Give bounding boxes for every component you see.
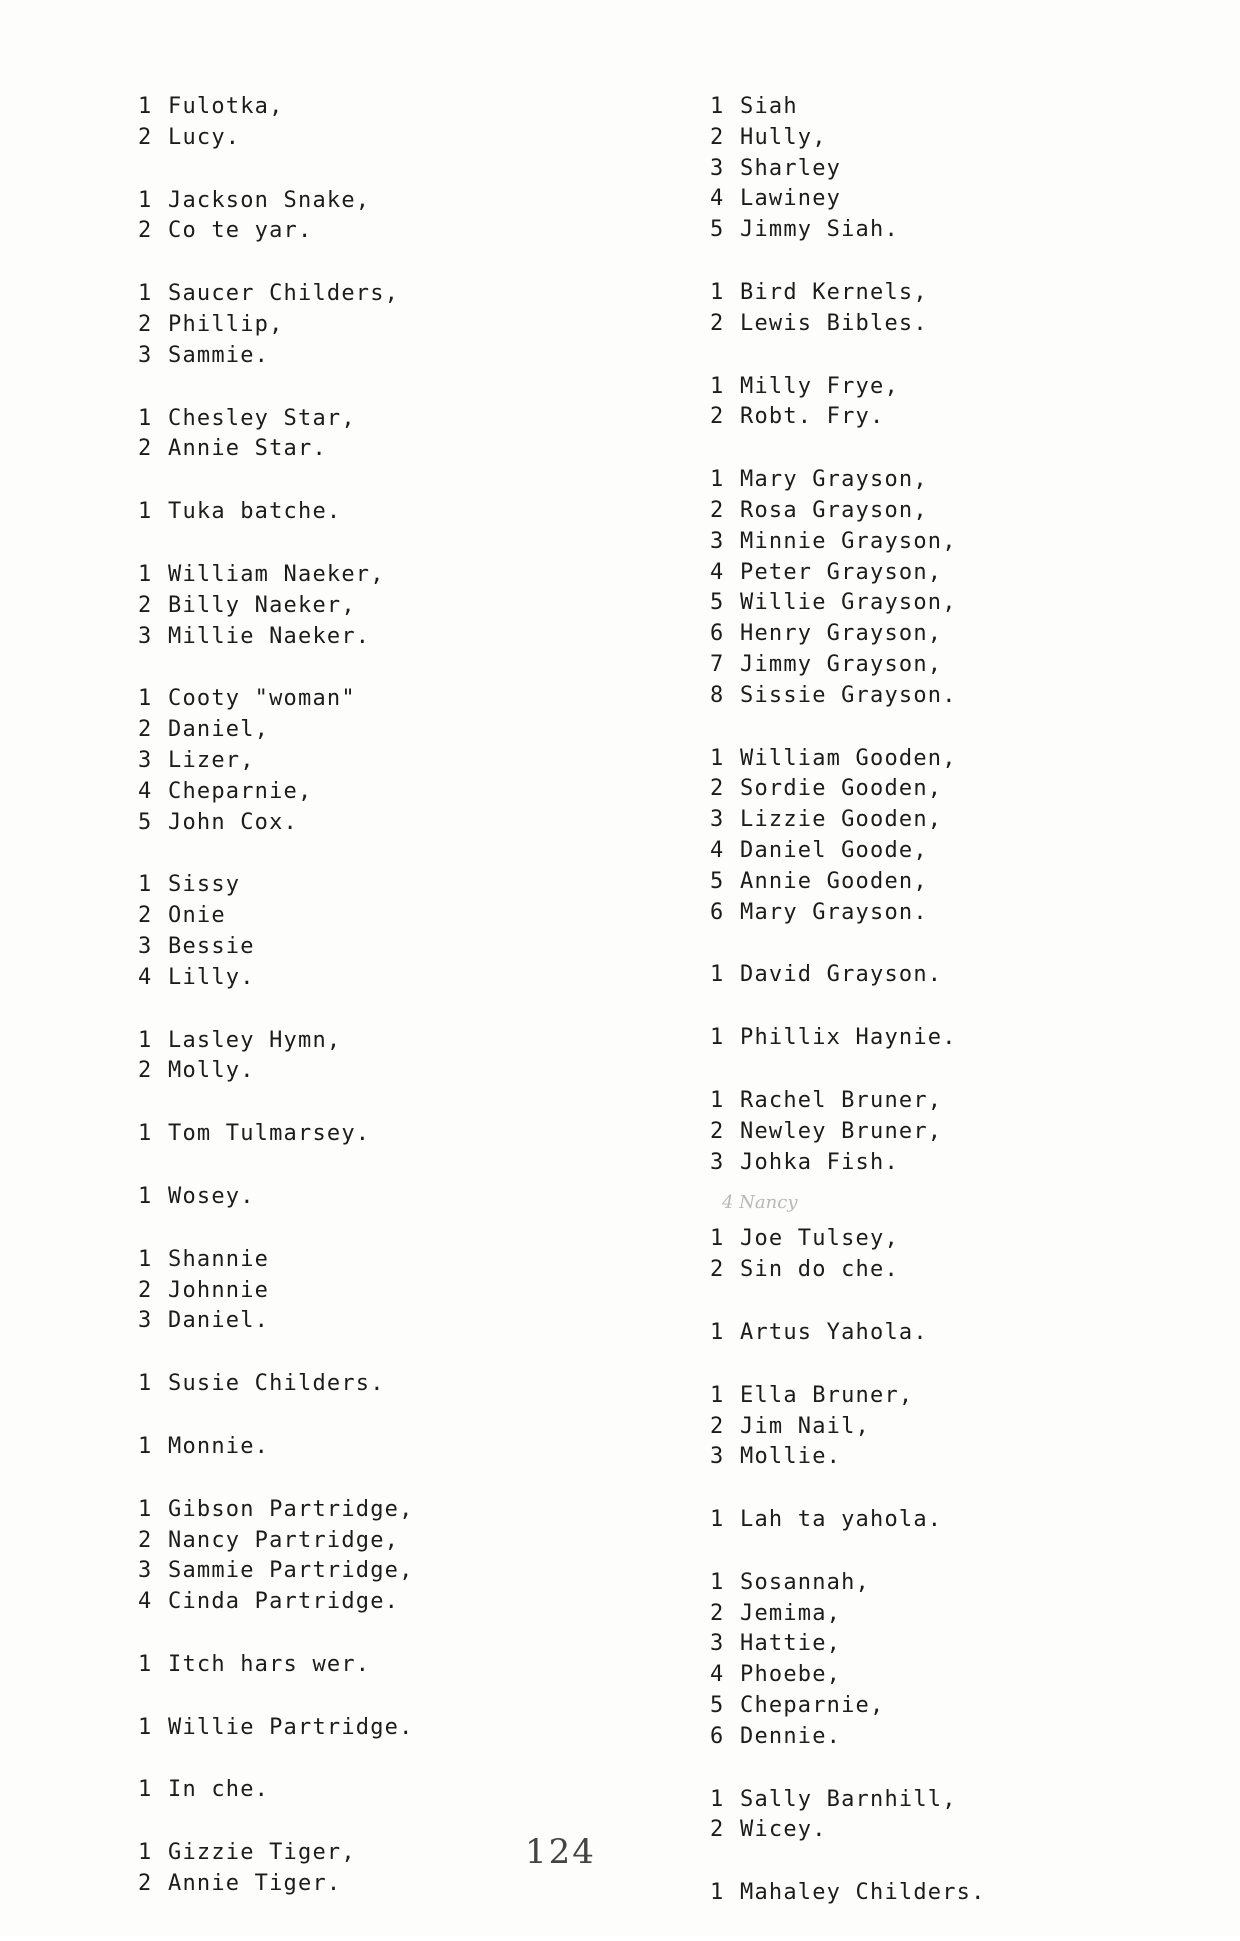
- member-name: Gizzie Tiger,: [168, 1840, 356, 1866]
- member-name: Siah: [740, 94, 798, 119]
- household-group: [710, 1505, 1230, 1536]
- household-group: [710, 1878, 1230, 1909]
- household-group: [710, 92, 1230, 246]
- member-name: Gibson Partridge,: [168, 1496, 414, 1522]
- member-number: 4: [710, 1662, 725, 1688]
- household-member-entry: [138, 1526, 658, 1557]
- household-member-entry: [138, 1056, 658, 1087]
- member-name: Joe Tulsey,: [740, 1226, 899, 1252]
- member-number: 1: [710, 1226, 725, 1252]
- member-number: 2: [710, 1817, 725, 1843]
- member-name: In che.: [168, 1777, 270, 1803]
- household-member-entry: [138, 1306, 658, 1337]
- member-name: Co te yar.: [168, 218, 313, 244]
- household-group: [138, 186, 658, 248]
- member-name: Jemima,: [740, 1600, 842, 1626]
- member-number: 2: [138, 218, 153, 244]
- household-member-entry: [710, 1442, 1230, 1473]
- member-name: Ella Bruner,: [740, 1382, 914, 1408]
- member-name: Wicey.: [740, 1817, 827, 1843]
- member-name: Milly Frye,: [740, 373, 899, 399]
- household-group: [710, 744, 1230, 929]
- household-group: [710, 1381, 1230, 1473]
- household-member-entry: [138, 1587, 658, 1618]
- member-number: 2: [138, 1527, 153, 1553]
- member-number: 1: [138, 94, 153, 119]
- member-name: Sharley: [740, 155, 842, 181]
- member-number: 1: [138, 1651, 153, 1677]
- household-group: [138, 1245, 658, 1337]
- member-number: 1: [138, 499, 153, 525]
- household-member-entry: [710, 1255, 1230, 1286]
- household-group: [710, 1023, 1230, 1054]
- member-number: 5: [710, 590, 725, 616]
- member-number: 1: [138, 1840, 153, 1866]
- household-member-entry: [138, 1495, 658, 1526]
- member-number: 2: [138, 1277, 153, 1303]
- household-member-entry: [138, 1026, 658, 1057]
- member-number: 3: [138, 342, 153, 368]
- member-name: Daniel Goode,: [740, 837, 928, 863]
- household-member-entry: [710, 123, 1230, 154]
- member-number: 4: [710, 559, 725, 585]
- household-member-entry: [710, 681, 1230, 712]
- household-member-entry: [138, 932, 658, 963]
- member-number: 3: [138, 1558, 153, 1584]
- household-member-entry: [138, 901, 658, 932]
- member-number: 6: [710, 899, 725, 925]
- household-member-entry: [138, 1713, 658, 1744]
- member-number: 3: [710, 155, 725, 181]
- member-name: Johnnie: [168, 1277, 270, 1303]
- member-number: 2: [710, 1413, 725, 1439]
- member-name: Sin do che.: [740, 1257, 899, 1283]
- member-name: Bird Kernels,: [740, 279, 928, 305]
- member-number: 1: [138, 1714, 153, 1740]
- member-name: Lasley Hymn,: [168, 1027, 342, 1053]
- household-member-entry: [138, 870, 658, 901]
- household-group: [138, 560, 658, 652]
- member-number: 1: [710, 373, 725, 399]
- household-member-entry: [138, 1556, 658, 1587]
- right-column: [710, 92, 1230, 1941]
- member-number: 3: [138, 623, 153, 649]
- member-name: Cheparnie,: [740, 1693, 885, 1719]
- member-name: Willie Partridge.: [168, 1714, 414, 1740]
- household-group: [138, 1182, 658, 1213]
- member-name: Millie Naeker.: [168, 623, 371, 649]
- member-name: Phoebe,: [740, 1662, 842, 1688]
- household-group: [138, 684, 658, 838]
- member-name: Mary Grayson.: [740, 899, 928, 925]
- household-member-entry: [710, 1878, 1230, 1909]
- member-name: Sammie.: [168, 342, 270, 368]
- household-member-entry: [138, 434, 658, 465]
- member-number: 4: [138, 778, 153, 804]
- household-member-entry: [710, 527, 1230, 558]
- household-member-entry: [710, 1086, 1230, 1117]
- member-number: 3: [138, 933, 153, 959]
- member-name: John Cox.: [168, 809, 299, 835]
- member-name: Mary Grayson,: [740, 467, 928, 493]
- member-number: 1: [138, 405, 153, 431]
- member-number: 1: [138, 1121, 153, 1147]
- member-name: Peter Grayson,: [740, 559, 943, 585]
- household-member-entry: [138, 216, 658, 247]
- member-name: Hattie,: [740, 1631, 842, 1657]
- household-member-entry: [138, 808, 658, 839]
- member-number: 8: [710, 682, 725, 708]
- household-member-entry: [710, 1224, 1230, 1255]
- household-member-entry: [138, 1650, 658, 1681]
- member-name: Lucy.: [168, 124, 241, 150]
- member-number: 1: [138, 1371, 153, 1397]
- member-name: Daniel.: [168, 1308, 270, 1334]
- household-member-entry: [710, 619, 1230, 650]
- member-name: Nancy Partridge,: [168, 1527, 400, 1553]
- member-name: Rosa Grayson,: [740, 497, 928, 523]
- member-name: Lizzie Gooden,: [740, 807, 943, 833]
- member-number: 4: [710, 837, 725, 863]
- household-member-entry: [138, 497, 658, 528]
- household-member-entry: [138, 1775, 658, 1806]
- handwritten-margin-note: 4 Nancy: [722, 1192, 798, 1214]
- household-group: [138, 1775, 658, 1806]
- member-name: Molly.: [168, 1058, 255, 1084]
- member-name: Mahaley Childers.: [740, 1880, 986, 1906]
- left-column: [138, 92, 658, 1932]
- household-group: [138, 1432, 658, 1463]
- household-member-entry: [710, 184, 1230, 215]
- member-name: Monnie.: [168, 1433, 270, 1459]
- member-name: Henry Grayson,: [740, 621, 943, 647]
- member-name: Sosannah,: [740, 1569, 871, 1595]
- household-group: [710, 278, 1230, 340]
- member-name: Daniel,: [168, 717, 270, 743]
- household-member-entry: [138, 777, 658, 808]
- household-member-entry: [710, 465, 1230, 496]
- member-number: 2: [710, 1257, 725, 1283]
- household-member-entry: [138, 591, 658, 622]
- household-member-entry: [138, 123, 658, 154]
- member-number: 3: [138, 747, 153, 773]
- household-member-entry: [138, 341, 658, 372]
- household-group: [710, 465, 1230, 711]
- household-member-entry: [710, 496, 1230, 527]
- household-group: [138, 1713, 658, 1744]
- household-member-entry: [138, 279, 658, 310]
- household-group: [138, 1495, 658, 1618]
- member-name: Susie Childers.: [168, 1371, 385, 1397]
- household-member-entry: [710, 1505, 1230, 1536]
- member-number: 1: [138, 686, 153, 712]
- household-group: [138, 92, 658, 154]
- household-member-entry: [710, 1815, 1230, 1846]
- household-group: [138, 279, 658, 371]
- household-member-entry: [710, 774, 1230, 805]
- member-name: Sissy: [168, 872, 241, 898]
- household-group: [710, 372, 1230, 434]
- household-group: [710, 960, 1230, 991]
- member-number: 2: [710, 1118, 725, 1144]
- member-number: 5: [710, 1693, 725, 1719]
- member-number: 1: [710, 1087, 725, 1113]
- member-number: 2: [138, 717, 153, 743]
- member-name: Artus Yahola.: [740, 1319, 928, 1345]
- household-member-entry: [710, 960, 1230, 991]
- member-name: Sordie Gooden,: [740, 776, 943, 802]
- member-number: 1: [710, 279, 725, 305]
- member-number: 2: [710, 404, 725, 430]
- member-name: Jim Nail,: [740, 1413, 871, 1439]
- member-name: Johka Fish.: [740, 1149, 899, 1175]
- member-name: Willie Grayson,: [740, 590, 957, 616]
- member-name: Jimmy Grayson,: [740, 651, 943, 677]
- household-member-entry: [138, 1276, 658, 1307]
- member-number: 2: [138, 903, 153, 929]
- member-number: 4: [138, 964, 153, 990]
- member-name: Annie Tiger.: [168, 1871, 342, 1897]
- member-name: Newley Bruner,: [740, 1118, 943, 1144]
- household-group: [138, 1119, 658, 1150]
- household-member-entry: [710, 309, 1230, 340]
- member-number: 1: [710, 745, 725, 771]
- household-group: [138, 1026, 658, 1088]
- household-member-entry: [710, 744, 1230, 775]
- household-member-entry: [710, 1568, 1230, 1599]
- member-name: Jimmy Siah.: [740, 217, 899, 243]
- member-name: Rachel Bruner,: [740, 1087, 943, 1113]
- member-name: Onie: [168, 903, 226, 929]
- member-number: 1: [138, 1183, 153, 1209]
- member-number: 2: [138, 436, 153, 462]
- member-name: Tuka batche.: [168, 499, 342, 525]
- household-member-entry: [710, 278, 1230, 309]
- member-number: 1: [710, 1319, 725, 1345]
- household-group: [138, 1369, 658, 1400]
- household-member-entry: [138, 1869, 658, 1900]
- member-number: 1: [710, 1880, 725, 1906]
- member-name: Lewis Bibles.: [740, 310, 928, 336]
- member-number: 1: [710, 1569, 725, 1595]
- household-member-entry: [138, 186, 658, 217]
- household-member-entry: [710, 1660, 1230, 1691]
- member-name: Chesley Star,: [168, 405, 356, 431]
- household-member-entry: [138, 1119, 658, 1150]
- member-number: 2: [710, 497, 725, 523]
- household-member-entry: [138, 310, 658, 341]
- household-member-entry: [138, 1245, 658, 1276]
- household-group: [710, 1785, 1230, 1847]
- member-name: Phillip,: [168, 311, 284, 337]
- household-member-entry: [710, 1785, 1230, 1816]
- member-number: 5: [138, 809, 153, 835]
- household-group: [138, 497, 658, 528]
- member-number: 3: [710, 528, 725, 554]
- member-name: Sally Barnhill,: [740, 1786, 957, 1812]
- member-name: Saucer Childers,: [168, 281, 400, 307]
- household-member-entry: [138, 684, 658, 715]
- member-name: William Gooden,: [740, 745, 957, 771]
- household-member-entry: [138, 1182, 658, 1213]
- member-name: Tom Tulmarsey.: [168, 1121, 371, 1147]
- member-name: Sissie Grayson.: [740, 682, 957, 708]
- member-number: 1: [710, 1786, 725, 1812]
- member-name: Robt. Fry.: [740, 404, 885, 430]
- household-group: [710, 1318, 1230, 1349]
- member-number: 1: [710, 467, 725, 493]
- member-number: 4: [138, 1589, 153, 1615]
- household-member-entry: [138, 404, 658, 435]
- member-number: 1: [138, 1027, 153, 1053]
- household-group: [138, 870, 658, 993]
- household-member-entry: [710, 154, 1230, 185]
- member-number: 2: [710, 310, 725, 336]
- member-number: 6: [710, 621, 725, 647]
- member-name: Annie Gooden,: [740, 868, 928, 894]
- member-number: 1: [138, 281, 153, 307]
- member-name: Sammie Partridge,: [168, 1558, 414, 1584]
- member-number: 1: [710, 94, 725, 119]
- household-member-entry: [710, 558, 1230, 589]
- household-group: [710, 1568, 1230, 1753]
- member-name: Fulotka,: [168, 94, 284, 119]
- member-number: 6: [710, 1723, 725, 1749]
- household-member-entry: [710, 1023, 1230, 1054]
- member-name: Cooty "woman": [168, 686, 356, 712]
- page-number: 124: [525, 1832, 596, 1872]
- household-member-entry: [710, 867, 1230, 898]
- member-number: 2: [710, 776, 725, 802]
- household-member-entry: [710, 1148, 1230, 1179]
- household-member-entry: [138, 963, 658, 994]
- household-member-entry: [710, 1722, 1230, 1753]
- member-number: 2: [138, 124, 153, 150]
- household-member-entry: [710, 372, 1230, 403]
- household-member-entry: [138, 715, 658, 746]
- household-member-entry: [710, 1599, 1230, 1630]
- household-group: [710, 1086, 1230, 1178]
- household-member-entry: [138, 622, 658, 653]
- member-name: Billy Naeker,: [168, 592, 356, 618]
- member-name: Cheparnie,: [168, 778, 313, 804]
- member-name: Itch hars wer.: [168, 1651, 371, 1677]
- household-member-entry: [710, 1381, 1230, 1412]
- household-group: [710, 1224, 1230, 1286]
- member-number: 1: [710, 1382, 725, 1408]
- member-name: Bessie: [168, 933, 255, 959]
- household-member-entry: [710, 1691, 1230, 1722]
- household-member-entry: [138, 1369, 658, 1400]
- member-number: 2: [710, 124, 725, 150]
- member-number: 2: [138, 1871, 153, 1897]
- member-name: Minnie Grayson,: [740, 528, 957, 554]
- household-member-entry: [710, 898, 1230, 929]
- household-member-entry: [710, 402, 1230, 433]
- member-number: 7: [710, 651, 725, 677]
- member-name: Lah ta yahola.: [740, 1507, 943, 1533]
- member-number: 2: [138, 592, 153, 618]
- member-number: 1: [138, 1777, 153, 1803]
- member-number: 3: [138, 1308, 153, 1334]
- household-group: [138, 404, 658, 466]
- member-number: 2: [710, 1600, 725, 1626]
- member-number: 5: [710, 217, 725, 243]
- member-name: Dennie.: [740, 1723, 842, 1749]
- member-number: 1: [138, 561, 153, 587]
- member-name: Mollie.: [740, 1444, 842, 1470]
- member-number: 1: [138, 1246, 153, 1272]
- household-member-entry: [710, 1117, 1230, 1148]
- member-number: 1: [138, 872, 153, 898]
- member-number: 1: [138, 187, 153, 213]
- member-name: Cinda Partridge.: [168, 1589, 400, 1615]
- member-name: Lawiney: [740, 186, 842, 212]
- member-name: Hully,: [740, 124, 827, 150]
- member-number: 5: [710, 868, 725, 894]
- member-number: 1: [710, 962, 725, 988]
- household-member-entry: [710, 805, 1230, 836]
- household-member-entry: [710, 588, 1230, 619]
- member-number: 3: [710, 807, 725, 833]
- household-member-entry: [138, 746, 658, 777]
- member-number: 2: [138, 311, 153, 337]
- member-number: 1: [710, 1025, 725, 1051]
- household-member-entry: [710, 1629, 1230, 1660]
- member-number: 1: [138, 1496, 153, 1522]
- household-member-entry: [138, 560, 658, 591]
- member-name: Lilly.: [168, 964, 255, 990]
- member-name: Wosey.: [168, 1183, 255, 1209]
- household-member-entry: [710, 836, 1230, 867]
- household-group: [138, 1650, 658, 1681]
- household-member-entry: [710, 1412, 1230, 1443]
- member-name: Jackson Snake,: [168, 187, 371, 213]
- member-number: 3: [710, 1444, 725, 1470]
- household-member-entry: [710, 215, 1230, 246]
- member-number: 1: [138, 1433, 153, 1459]
- household-member-entry: [138, 1432, 658, 1463]
- household-member-entry: [710, 1318, 1230, 1349]
- household-member-entry: [710, 92, 1230, 123]
- member-name: Annie Star.: [168, 436, 327, 462]
- member-name: Lizer,: [168, 747, 255, 773]
- member-number: 2: [138, 1058, 153, 1084]
- household-member-entry: [138, 92, 658, 123]
- member-name: Shannie: [168, 1246, 270, 1272]
- member-number: 4: [710, 186, 725, 212]
- household-member-entry: [710, 650, 1230, 681]
- member-number: 1: [710, 1507, 725, 1533]
- member-name: William Naeker,: [168, 561, 385, 587]
- member-number: 3: [710, 1631, 725, 1657]
- member-name: Phillix Haynie.: [740, 1025, 957, 1051]
- member-number: 3: [710, 1149, 725, 1175]
- member-name: David Grayson.: [740, 962, 943, 988]
